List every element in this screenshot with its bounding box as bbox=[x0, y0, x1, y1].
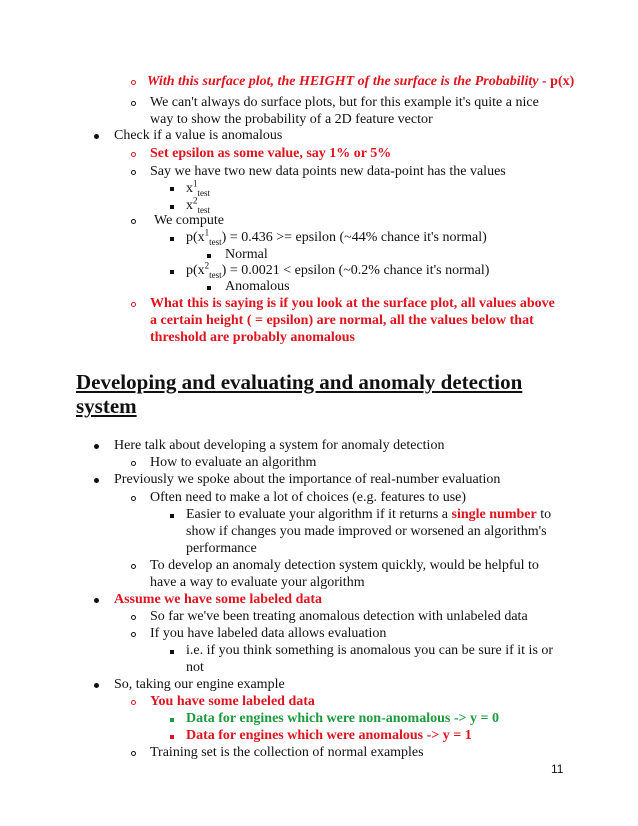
circle-bullet-icon bbox=[131, 461, 136, 466]
subscript: test bbox=[197, 204, 210, 215]
circle-bullet-icon bbox=[131, 219, 136, 224]
text-line: Here talk about developing a system for anomaly detection bbox=[114, 438, 445, 453]
text-line: Previously we spoke about the importance of real-number evaluation bbox=[114, 472, 501, 487]
text-run: - p(x) bbox=[538, 74, 575, 89]
section-heading: Developing and evaluating and anomaly detection bbox=[76, 370, 523, 394]
circle-bullet-icon bbox=[131, 101, 136, 106]
text-run: With this surface plot, the HEIGHT of the surface is the Probability bbox=[147, 74, 539, 89]
text-line: Say we have two new data points new data-point has the values bbox=[150, 164, 506, 179]
square-bullet-icon bbox=[170, 735, 174, 739]
text-line: Training set is the collection of normal examples bbox=[150, 745, 424, 760]
text-line: Anomalous bbox=[225, 279, 290, 294]
bullet-icon bbox=[94, 478, 99, 483]
circle-bullet-icon bbox=[131, 751, 136, 756]
text-line bbox=[186, 227, 487, 247]
text-run: p(x bbox=[186, 230, 205, 245]
square-bullet-icon bbox=[207, 286, 211, 290]
text-line: show if changes you made improved or worsened an algorithm's bbox=[186, 524, 547, 539]
superscript: 1 bbox=[193, 178, 198, 189]
circle-bullet-icon bbox=[131, 302, 136, 307]
circle-bullet-icon bbox=[131, 700, 136, 705]
text-line: So, taking our engine example bbox=[114, 677, 285, 692]
text-run: ) = 0.436 >= epsilon (~44% chance it's normal) bbox=[221, 230, 487, 245]
text-line: have a way to evaluate your algorithm bbox=[150, 575, 365, 590]
square-bullet-icon bbox=[170, 514, 174, 518]
circle-bullet-icon bbox=[131, 170, 136, 175]
text-line: We can't always do surface plots, but for this example it's quite a nice bbox=[150, 95, 539, 110]
text-line: way to show the probability of a 2D feature vector bbox=[150, 112, 433, 127]
text-run: Easier to evaluate your algorithm if it returns a bbox=[186, 507, 452, 522]
page-number: 11 bbox=[551, 762, 564, 776]
text-line: threshold are probably anomalous bbox=[150, 330, 355, 345]
circle-bullet-icon bbox=[131, 152, 136, 157]
circle-bullet-icon bbox=[131, 564, 136, 569]
circle-bullet-icon bbox=[131, 632, 136, 637]
text-line bbox=[147, 74, 574, 90]
square-bullet-icon bbox=[170, 718, 174, 722]
superscript: 1 bbox=[204, 227, 210, 238]
superscript: 2 bbox=[204, 260, 210, 271]
text-run: p(x bbox=[186, 263, 205, 278]
subscript: test bbox=[209, 236, 222, 247]
text-line bbox=[186, 178, 210, 198]
section-heading-continued: system bbox=[76, 394, 137, 418]
subscript: test bbox=[209, 269, 222, 280]
text-line: So far we've been treating anomalous detection with unlabeled data bbox=[150, 609, 528, 624]
circle-bullet-icon bbox=[131, 615, 136, 620]
text-line: Set epsilon as some value, say 1% or 5% bbox=[150, 146, 392, 161]
text-run: ) = 0.0021 < epsilon (~0.2% chance it's normal) bbox=[221, 263, 490, 278]
bullet-icon bbox=[94, 683, 99, 688]
text-line: Data for engines which were non-anomalous -> y = 0 bbox=[186, 711, 499, 726]
text-run: x bbox=[186, 198, 193, 213]
text-line: What this is saying is if you look at the surface plot, all values above bbox=[150, 296, 555, 311]
subscript: test bbox=[197, 187, 210, 198]
circle-bullet-icon bbox=[131, 496, 136, 501]
text-line: a certain height ( = epsilon) are normal, all the values below that bbox=[150, 313, 534, 328]
text-line: performance bbox=[186, 541, 257, 556]
text-line: To develop an anomaly detection system quickly, would be helpful to bbox=[150, 558, 539, 573]
bullet-icon bbox=[94, 444, 99, 449]
text-line bbox=[186, 260, 490, 280]
bullet-icon bbox=[94, 598, 99, 603]
square-bullet-icon bbox=[170, 237, 174, 241]
square-bullet-icon bbox=[170, 650, 174, 654]
text-line: You have some labeled data bbox=[150, 694, 315, 709]
square-bullet-icon bbox=[207, 254, 211, 258]
circle-bullet-icon bbox=[131, 80, 136, 85]
text-line: i.e. if you think something is anomalous you can be sure if it is or bbox=[186, 643, 554, 658]
text-line: We compute bbox=[154, 213, 225, 228]
square-bullet-icon bbox=[170, 205, 174, 209]
text-line bbox=[186, 507, 551, 523]
bullet-icon bbox=[94, 134, 99, 139]
square-bullet-icon bbox=[170, 187, 174, 191]
square-bullet-icon bbox=[170, 270, 174, 274]
text-line: Data for engines which were anomalous -> y = 1 bbox=[186, 728, 472, 743]
text-line: Check if a value is anomalous bbox=[114, 128, 283, 143]
text-line: Assume we have some labeled data bbox=[114, 592, 323, 607]
text-line bbox=[186, 195, 210, 215]
text-run: x bbox=[186, 181, 193, 196]
text-line: If you have labeled data allows evaluation bbox=[150, 626, 387, 641]
text-run: single number bbox=[451, 507, 537, 522]
text-line: Often need to make a lot of choices (e.g. features to use) bbox=[150, 490, 467, 505]
superscript: 2 bbox=[193, 195, 198, 206]
text-line: How to evaluate an algorithm bbox=[150, 455, 317, 470]
text-line: Normal bbox=[225, 247, 268, 262]
text-line: not bbox=[186, 660, 204, 675]
text-run: to bbox=[536, 507, 552, 522]
